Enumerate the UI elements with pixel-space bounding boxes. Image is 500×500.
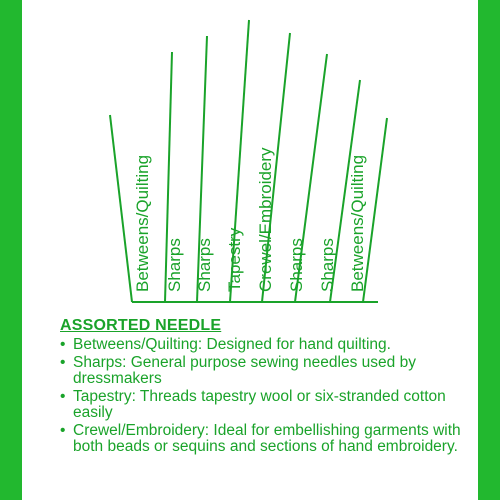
bullet: • [60, 388, 66, 405]
list-item [60, 337, 480, 353]
list-item [60, 355, 480, 387]
item-text: Sharps: General purpose sewing needles used by dressmakers [73, 354, 416, 387]
needle-label: Betweens/Quilting [348, 154, 367, 292]
needle-label: Sharps [195, 238, 214, 292]
needle-label: Sharps [165, 238, 184, 292]
bullet: • [60, 422, 66, 439]
list-item [60, 423, 480, 455]
item-text: Tapestry: Threads tapestry wool or six-stranded cotton easily [73, 388, 446, 421]
needle-line [110, 115, 132, 302]
needle-label: Crewel/Embroidery [256, 147, 275, 292]
info-list [60, 337, 480, 455]
bullet: • [60, 354, 66, 371]
info-panel [60, 317, 480, 457]
needle-label: Sharps [287, 238, 306, 292]
needle-group [110, 20, 387, 302]
needle-label: Sharps [318, 238, 337, 292]
bullet: • [60, 336, 66, 353]
item-text: Betweens/Quilting: Designed for hand quilting. [73, 336, 391, 353]
info-title: ASSORTED NEEDLE [60, 317, 222, 334]
needle-label: Tapestry [225, 227, 244, 292]
item-text: Crewel/Embroidery: Ideal for embellishing garments with both beads or sequins and sections of hand embroidery. [73, 422, 461, 455]
list-item [60, 389, 480, 421]
needle-label: Betweens/Quilting [133, 154, 152, 292]
